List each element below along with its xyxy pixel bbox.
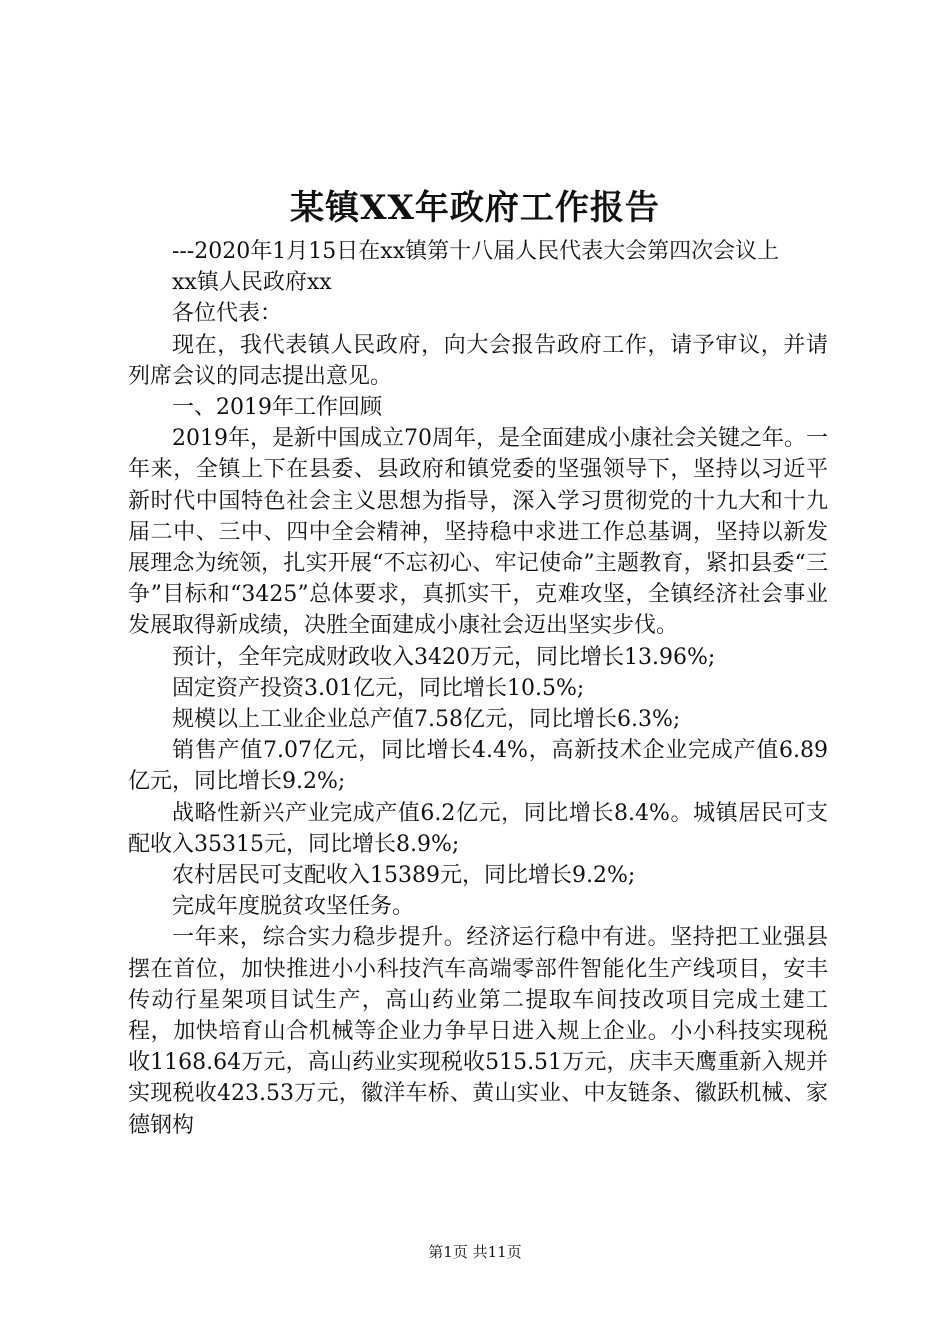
body-paragraph: 一年来，综合实力稳步提升。经济运行稳中有进。坚持把工业强县摆在首位，加快推进小小科技汽车高端零部件智能化生产线项目，安丰传动行星架项目试生产，高山药业第二提取车间技改项目完成土建工程，加快培育山合机械等企业力争早日进入规上企业。小小科技实现税收1168.64万元，高山药业实现税收515.51万元，庆丰天鹰重新入规并实现税收423.53万元，徽洋车桥、黄山实业、中友链条、徽跃机械、家德钢构 [128, 925, 828, 1138]
body-paragraph: 完成年度脱贫攻坚任务。 [172, 894, 415, 920]
body-paragraph: 固定资产投资3.01亿元，同比增长10.5%; [172, 675, 585, 701]
page-number-footer: 第1页 共11页 [428, 1243, 522, 1261]
body-paragraph: 农村居民可支配收入15389元，同比增长9.2%; [172, 863, 636, 889]
section-heading: 一、2019年工作回顾 [172, 395, 382, 421]
body-paragraph: 预计，全年完成财政收入3420万元，同比增长13.96%; [172, 644, 716, 670]
body-paragraph: 2019年，是新中国成立70周年，是全面建成小康社会关键之年。一年来，全镇上下在县委、县政府和镇党委的坚强领导下，坚持以习近平新时代中国特色社会主义思想为指导，深入学习贯彻党的十九大和十九届二中、三中、四中全会精神，坚持稳中求进工作总基调，坚持以新发展理念为统领，扎实开展“不忘初心、牢记使命”主题教育，紧扣县委“三争”目标和“3425”总体要求，真抓实干，克难攻坚，全镇经济社会事业发展取得新成绩，决胜全面建成小康社会迈出坚实步伐。 [128, 426, 828, 639]
body-paragraph: 规模以上工业企业总产值7.58亿元，同比增长6.3%; [172, 707, 681, 733]
document-body [128, 236, 828, 1141]
body-paragraph: 战略性新兴产业完成产值6.2亿元，同比增长8.4%。城镇居民可支配收入35315元，同比增长8.9%; [128, 800, 828, 857]
body-paragraph: 现在，我代表镇人民政府，向大会报告政府工作，请予审议，并请列席会议的同志提出意见。 [128, 332, 828, 389]
subtitle-paragraph: ---2020年1月15日在xx镇第十八届人民代表大会第四次会议上 [172, 239, 780, 264]
salutation: 各位代表： [172, 301, 283, 327]
author-line: xx镇人民政府xx [172, 270, 332, 296]
body-paragraph: 销售产值7.07亿元，同比增长4.4%，高新技术企业完成产值6.89亿元，同比增长9.2%; [128, 738, 828, 795]
document-title: 某镇XX年政府工作报告 [290, 188, 660, 228]
